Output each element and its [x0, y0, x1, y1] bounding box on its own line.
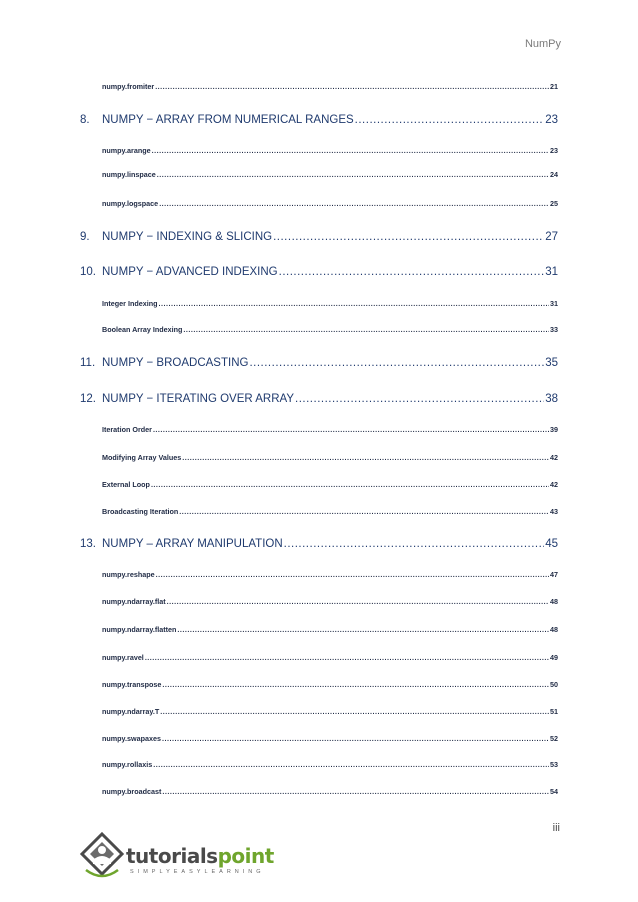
toc-entry-title: numpy.reshape [102, 570, 155, 579]
toc-page-number: 31 [545, 266, 558, 278]
toc-entry-title: numpy.ndarray.flat [102, 597, 166, 606]
toc-section-entry[interactable] [102, 199, 558, 208]
toc-section-entry[interactable] [102, 653, 558, 662]
toc-page-number: 51 [550, 707, 558, 716]
toc-page-number: 42 [550, 453, 558, 462]
logo-text-main: tutorials [126, 844, 218, 868]
toc-section-entry[interactable] [102, 425, 558, 434]
toc-entry-title: NUMPY – ARRAY MANIPULATION [102, 538, 283, 550]
page-number: iii [552, 822, 560, 834]
toc-section-entry[interactable] [102, 82, 558, 91]
toc-leader-dots [151, 480, 549, 489]
toc-page-number: 27 [545, 231, 558, 243]
toc-entry-title: Iteration Order [102, 425, 152, 434]
logo-emblem-icon [78, 830, 126, 888]
toc-chapter-entry[interactable] [80, 538, 558, 550]
toc-leader-dots [167, 597, 549, 606]
toc-page-number: 21 [550, 82, 558, 91]
toc-leader-dots [162, 787, 549, 796]
toc-entry-title: numpy.arange [102, 146, 151, 155]
toc-entry-title: NUMPY − INDEXING & SLICING [102, 231, 273, 243]
toc-leader-dots [273, 231, 544, 243]
toc-section-entry[interactable] [102, 680, 558, 689]
toc-entry-title: Boolean Array Indexing [102, 325, 183, 334]
toc-entry-title: NUMPY − ARRAY FROM NUMERICAL RANGES [102, 114, 354, 126]
toc-page-number: 48 [550, 597, 558, 606]
toc-leader-dots [249, 357, 544, 369]
toc-section-entry[interactable] [102, 787, 558, 796]
toc-entry-title: Integer Indexing [102, 299, 158, 308]
toc-page-number: 25 [550, 199, 558, 208]
running-header: NumPy [524, 38, 561, 50]
toc-page-number: 24 [550, 170, 558, 179]
toc-page-number: 45 [545, 538, 558, 550]
toc-leader-dots [157, 170, 549, 179]
toc-section-entry[interactable] [102, 625, 558, 634]
toc-entry-title: numpy.rollaxis [102, 760, 153, 769]
toc-leader-dots [159, 199, 549, 208]
toc-leader-dots [145, 653, 549, 662]
toc-page-number: 39 [550, 425, 558, 434]
toc-page-number: 23 [550, 146, 558, 155]
toc-section-entry[interactable] [102, 707, 558, 716]
toc-entry-title: Modifying Array Values [102, 453, 182, 462]
toc-entry-title: numpy.swapaxes [102, 734, 161, 743]
toc-entry-title: numpy.ndarray.T [102, 707, 160, 716]
toc-leader-dots [160, 707, 549, 716]
toc-section-entry[interactable] [102, 453, 558, 462]
toc-chapter-number: 8. [80, 114, 90, 126]
toc-chapter-number: 13. [80, 538, 96, 550]
toc-section-entry[interactable] [102, 480, 558, 489]
toc-chapter-number: 12. [80, 393, 96, 405]
toc-leader-dots [295, 393, 544, 405]
toc-page-number: 33 [550, 325, 558, 334]
toc-entry-title: numpy.ravel [102, 653, 144, 662]
toc-page-number: 53 [550, 760, 558, 769]
toc-chapter-number: 11. [80, 357, 96, 369]
toc-entry-title: NUMPY − ITERATING OVER ARRAY [102, 393, 295, 405]
toc-chapter-number: 10. [80, 266, 96, 278]
toc-leader-dots [284, 538, 545, 550]
toc-leader-dots [355, 114, 545, 126]
toc-entry-title: Broadcasting Iteration [102, 507, 179, 516]
toc-chapter-entry[interactable] [80, 357, 558, 369]
toc-leader-dots [182, 453, 549, 462]
toc-page-number: 43 [550, 507, 558, 516]
toc-leader-dots [279, 266, 545, 278]
toc-entry-title: numpy.transpose [102, 680, 162, 689]
toc-page-number: 47 [550, 570, 558, 579]
toc-section-entry[interactable] [102, 734, 558, 743]
toc-section-entry[interactable] [102, 570, 558, 579]
toc-section-entry[interactable] [102, 146, 558, 155]
toc-entry-title: numpy.broadcast [102, 787, 162, 796]
toc-page-number: 35 [545, 357, 558, 369]
toc-section-entry[interactable] [102, 760, 558, 769]
toc-chapter-entry[interactable] [80, 266, 558, 278]
toc-section-entry[interactable] [102, 299, 558, 308]
toc-entry-title: numpy.fromiter [102, 82, 155, 91]
toc-chapter-entry[interactable] [80, 393, 558, 405]
toc-page-number: 48 [550, 625, 558, 634]
toc-entry-title: numpy.ndarray.flatten [102, 625, 177, 634]
toc-entry-title: numpy.logspace [102, 199, 159, 208]
toc-entry-title: NUMPY − BROADCASTING [102, 357, 249, 369]
toc-chapter-number: 9. [80, 231, 90, 243]
toc-leader-dots [153, 760, 549, 769]
toc-entry-title: numpy.linspace [102, 170, 156, 179]
toc-chapter-entry[interactable] [80, 114, 558, 126]
toc-leader-dots [153, 425, 549, 434]
toc-section-entry[interactable] [102, 170, 558, 179]
toc-leader-dots [156, 570, 549, 579]
toc-leader-dots [155, 82, 549, 91]
toc-leader-dots [162, 734, 549, 743]
toc-leader-dots [162, 680, 549, 689]
toc-entry-title: External Loop [102, 480, 150, 489]
toc-page-number: 52 [550, 734, 558, 743]
toc-page-number: 42 [550, 480, 558, 489]
logo-tagline: SIMPLYEASYLEARNING [130, 869, 265, 875]
toc-page-number: 50 [550, 680, 558, 689]
toc-leader-dots [183, 325, 549, 334]
toc-entry-title: NUMPY − ADVANCED INDEXING [102, 266, 278, 278]
toc-page-number: 54 [550, 787, 558, 796]
toc-page-number: 31 [550, 299, 558, 308]
tutorialspoint-logo [78, 830, 278, 888]
toc-leader-dots [179, 507, 549, 516]
logo-text-accent: point [217, 844, 274, 868]
toc-page-number: 38 [545, 393, 558, 405]
toc-section-entry[interactable] [102, 507, 558, 516]
toc-section-entry[interactable] [102, 325, 558, 334]
toc-leader-dots [177, 625, 549, 634]
toc-page-number: 23 [545, 114, 558, 126]
toc-page-number: 49 [550, 653, 558, 662]
logo-wordmark [126, 844, 274, 868]
toc-section-entry[interactable] [102, 597, 558, 606]
toc-chapter-entry[interactable] [80, 231, 558, 243]
toc-leader-dots [152, 146, 549, 155]
toc-leader-dots [159, 299, 549, 308]
